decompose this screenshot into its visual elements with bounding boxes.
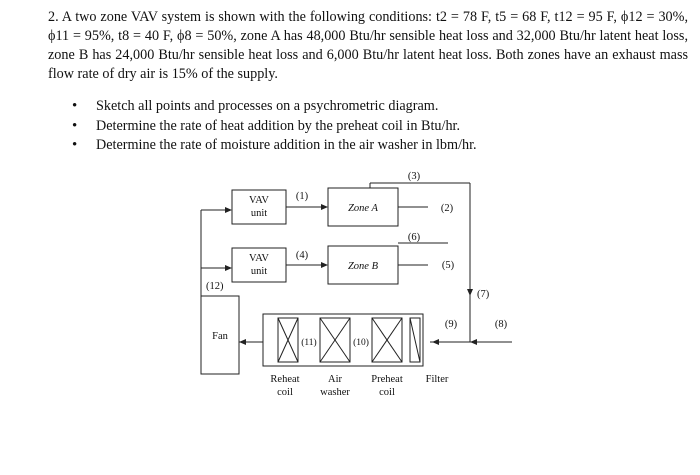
state-6-label: (6) [407,232,421,243]
branch-a-arrow [225,207,232,213]
air-washer-label-1: Air [328,374,342,385]
state-5-label: (5) [441,260,455,271]
preheat-label-1: Preheat [371,374,403,385]
state-11-label: (11) [301,338,317,348]
zone-b-label: Zone B [347,261,379,272]
filter-label: Filter [425,374,449,385]
state-8-label: (8) [494,319,508,330]
return-flow-arrow [467,289,473,296]
state-2-label: (2) [440,203,454,214]
air-washer-label-2: washer [320,387,350,398]
reheat-label-2: coil [277,387,293,398]
mixed-air-arrow [432,339,439,345]
vav-a-line1: VAV [248,195,270,206]
zone-a-label: Zone A [348,203,378,214]
state-12-label: (12) [206,281,224,292]
state-1-label: (1) [295,191,309,202]
task-item: • Determine the rate of moisture addition in the air washer in lbm/hr. [72,136,477,156]
branch-b-arrow [225,265,232,271]
state-7-label: (7) [477,289,490,300]
vav-b-to-zone-arrow [321,262,328,268]
task-item: • Determine the rate of heat addition by the preheat coil in Btu/hr. [72,117,477,137]
state-4-label: (4) [295,250,309,261]
vav-b-line1: VAV [248,253,270,264]
state-9-label: (9) [444,319,458,330]
problem-text: 2. A two zone VAV system is shown with the following conditions: t2 = 78 F, t5 = 68 F, t12 = 95 F, ϕ12 = 30%, ϕ11 = 95%, t8 = 40 F, ϕ8 = 50%, zone A has 48,000 Btu/hr sensible heat loss and 32,000 Btu/hr latent heat loss, zone B has 24,000 Btu/hr sensible heat loss and 6,000 Btu/hr latent heat loss. Both zones have an exhaust mass flow rate of dry air is 15% of the supply. [48,9,688,82]
fan-inlet-arrow [239,339,246,345]
vav-a-line2: unit [250,208,268,219]
vav-a-to-zone-arrow [321,204,328,210]
state-10-label: (10) [353,338,369,348]
fan-label: Fan [212,331,228,342]
state-3-label: (3) [407,171,421,182]
preheat-label-2: coil [379,387,395,398]
vav-b-line2: unit [250,266,268,277]
task-item: • Sketch all points and processes on a psychrometric diagram. [72,97,477,117]
reheat-label-1: Reheat [270,374,300,385]
fresh-air-arrow [470,339,477,345]
